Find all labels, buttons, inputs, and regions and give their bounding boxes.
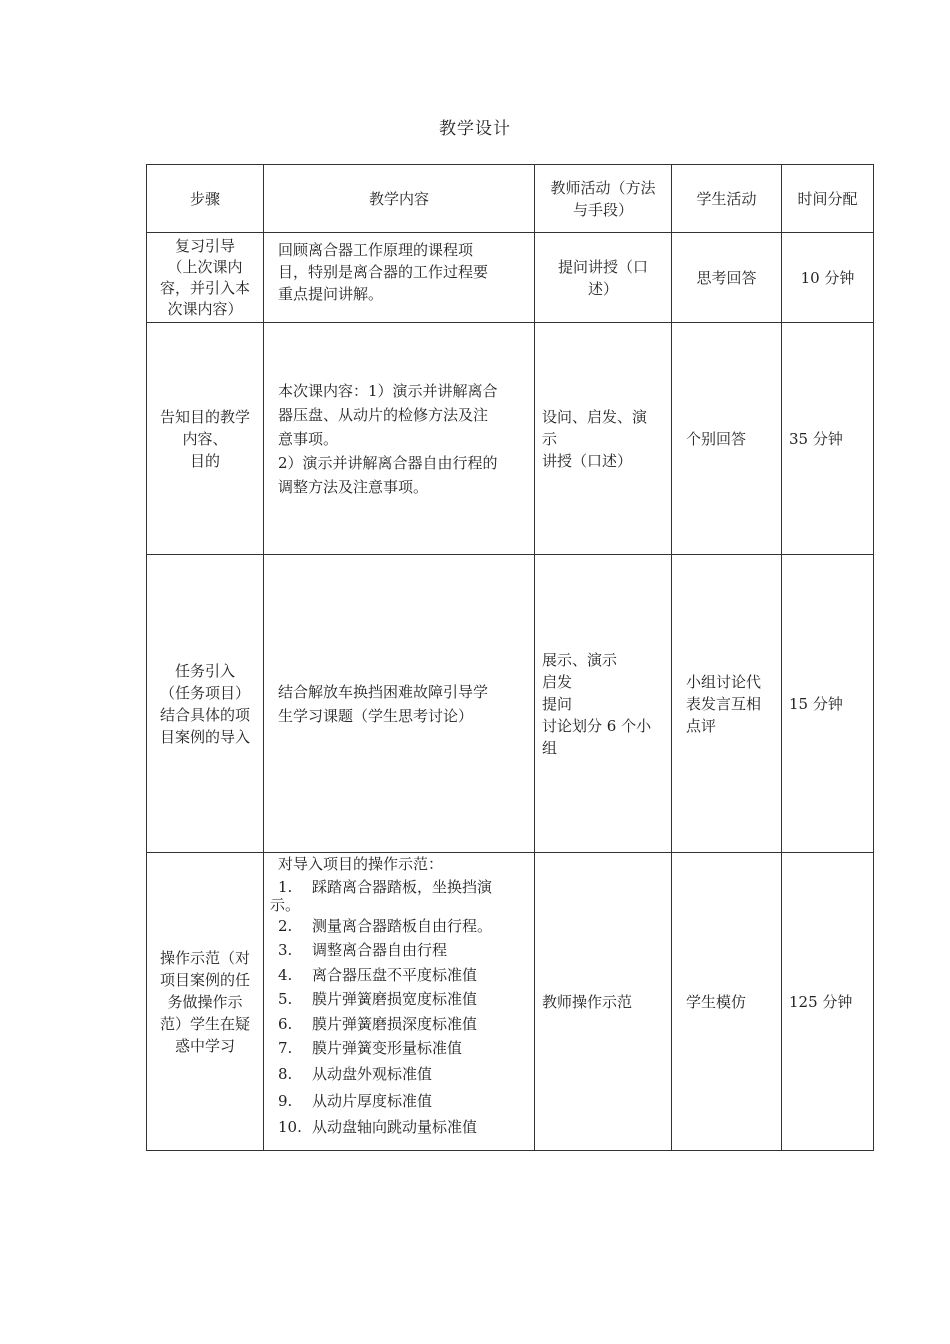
- teaching-design-table: [146, 164, 874, 1151]
- step-number: 1.: [278, 878, 293, 896]
- operation-step: [270, 1061, 528, 1088]
- teacher-line: 讨论划分 6 个小: [542, 716, 652, 735]
- step-number: 7.: [278, 1039, 293, 1057]
- content-line: 调整方法及注意事项。: [278, 477, 429, 496]
- header-content: 教学内容: [264, 165, 535, 233]
- table-row: [147, 323, 874, 555]
- step-line: 容，并引入本: [159, 278, 250, 297]
- student-cell: 思考回答: [672, 233, 782, 323]
- step-line: 目的: [189, 451, 220, 470]
- step-number: 3.: [278, 941, 293, 959]
- step-line: 复习引导: [174, 236, 235, 255]
- content-intro: 对导入项目的操作示范：: [278, 855, 444, 873]
- step-line: 目案例的导入: [159, 727, 250, 746]
- time-cell: 125 分钟: [782, 853, 874, 1151]
- teacher-cell: [535, 233, 672, 323]
- step-cell: [147, 233, 264, 323]
- content-line: 生学习课题（学生思考讨论）: [278, 706, 474, 725]
- student-cell: 个别回答: [672, 323, 782, 555]
- step-text: 从动盘轴向跳动量标准值: [312, 1117, 478, 1136]
- step-line: 告知目的教学: [159, 407, 250, 426]
- step-line: 务做操作示: [167, 992, 243, 1011]
- content-cell: [264, 853, 535, 1151]
- step-cell: [147, 323, 264, 555]
- header-time: 时间分配: [782, 165, 874, 233]
- content-line: 结合解放车换挡困难故障引导学: [278, 682, 489, 701]
- teacher-line: 组: [542, 738, 558, 757]
- teacher-line: 展示、演示: [542, 650, 618, 669]
- content-line: 2）演示并讲解离合器自由行程的: [278, 453, 498, 472]
- teacher-cell: 教师操作示范: [535, 853, 672, 1151]
- step-number: 5.: [278, 990, 293, 1008]
- operation-step: [270, 1115, 528, 1140]
- table-row: [147, 233, 874, 323]
- operation-step: [270, 938, 528, 963]
- content-line: 目，特别是离合器的工作过程要: [278, 263, 489, 281]
- teacher-line: 提问: [542, 694, 573, 713]
- step-line: （任务项目）: [159, 683, 250, 702]
- step-number: 4.: [278, 965, 293, 984]
- step-text: 测量离合器踏板自由行程。: [312, 916, 493, 935]
- step-text: 膜片弹簧磨损宽度标准值: [312, 990, 478, 1008]
- step-number: 2.: [278, 916, 293, 935]
- header-teacher-activity: [535, 165, 672, 233]
- step-text: 离合器压盘不平度标准值: [312, 965, 478, 984]
- operation-step: [270, 875, 528, 900]
- step-line: 次课内容）: [167, 299, 243, 318]
- table-row: [147, 853, 874, 1151]
- step-text: 从动盘外观标准值: [312, 1064, 433, 1083]
- step-line: 任务引入: [174, 661, 235, 680]
- student-cell: 学生模仿: [672, 853, 782, 1151]
- content-line: 回顾离合器工作原理的课程项: [278, 241, 474, 259]
- page-title: 教学设计: [439, 119, 511, 139]
- operation-step: [270, 1012, 528, 1037]
- step-number: 10.: [278, 1117, 302, 1136]
- step-line: 结合具体的项: [159, 705, 250, 724]
- operation-step: [270, 987, 528, 1012]
- content-cell: [264, 555, 535, 853]
- content-cell: [264, 323, 535, 555]
- table-header-row: [147, 165, 874, 233]
- step-line: 内容、: [182, 429, 228, 448]
- step-text: 调整离合器自由行程: [312, 941, 448, 959]
- step-number: 9.: [278, 1091, 293, 1110]
- header-teacher-line1: 教师活动（方法: [550, 178, 656, 197]
- step-cell: [147, 853, 264, 1151]
- header-student-activity: 学生活动: [672, 165, 782, 233]
- step-line: 项目案例的任: [159, 970, 250, 989]
- content-line: 器压盘、从动片的检修方法及注: [278, 405, 489, 424]
- operation-step: [270, 1036, 528, 1061]
- student-cell: [672, 555, 782, 853]
- teacher-line: 示: [542, 429, 558, 448]
- operation-step: [270, 1088, 528, 1115]
- student-line: 表发言互相: [686, 694, 762, 713]
- header-step: 步骤: [147, 165, 264, 233]
- operation-step: [270, 963, 528, 988]
- header-teacher-line2: 与手段）: [572, 200, 633, 219]
- student-line: 小组讨论代: [686, 672, 762, 691]
- teacher-line: 讲授（口述）: [542, 451, 633, 470]
- teacher-cell: [535, 323, 672, 555]
- step-line: （上次课内: [167, 257, 243, 276]
- step-text: 踩踏离合器踏板，坐换挡演: [312, 878, 493, 896]
- step-text: 膜片弹簧磨损深度标准值: [312, 1014, 478, 1033]
- content-line: 本次课内容：1）演示并讲解离合: [278, 381, 498, 400]
- table-row: [147, 555, 874, 853]
- content-line: 意事项。: [278, 429, 339, 448]
- step-text: 膜片弹簧变形量标准值: [312, 1039, 463, 1057]
- teacher-line: 提问讲授（口: [557, 257, 648, 276]
- content-cell: [264, 233, 535, 323]
- step-cell: [147, 555, 264, 853]
- teacher-line: 述）: [587, 279, 618, 298]
- operation-step: [270, 914, 528, 939]
- step-line: 范）学生在疑: [159, 1014, 250, 1033]
- step-text: 示。: [270, 895, 301, 914]
- step-line: 操作示范（对: [159, 948, 250, 967]
- time-cell: 10 分钟: [782, 233, 874, 323]
- content-line: 重点提问讲解。: [278, 285, 384, 303]
- step-number: 8.: [278, 1064, 293, 1083]
- teacher-line: 设问、启发、演: [542, 407, 648, 426]
- step-text: 从动片厚度标准值: [312, 1091, 433, 1110]
- student-line: 点评: [686, 716, 717, 735]
- step-number: 6.: [278, 1014, 293, 1033]
- time-cell: 15 分钟: [782, 555, 874, 853]
- teacher-cell: [535, 555, 672, 853]
- step-line: 惑中学习: [174, 1036, 235, 1055]
- teacher-line: 启发: [542, 672, 573, 691]
- time-cell: 35 分钟: [782, 323, 874, 555]
